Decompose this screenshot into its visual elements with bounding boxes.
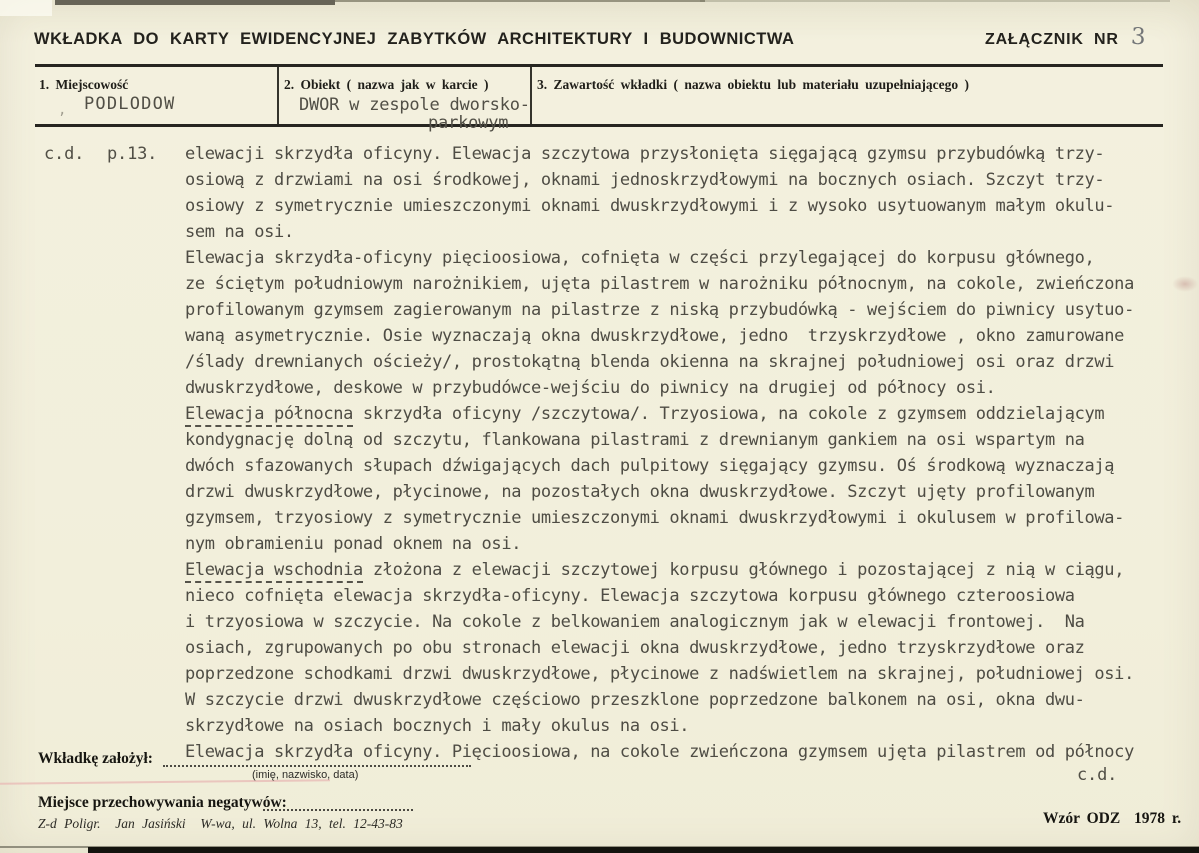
continuation-marker: c.d. [44, 144, 85, 164]
typewritten-line [185, 482, 1185, 508]
typewritten-line [185, 248, 1185, 274]
table-top-rule [35, 64, 1163, 67]
typewritten-line [185, 144, 1185, 170]
typewritten-line [185, 508, 1185, 534]
typewritten-line [185, 404, 1185, 430]
column-divider [530, 67, 532, 124]
typewritten-line [185, 274, 1185, 300]
line-text: złożona z elewacji szczytowej korpusu głównego i pozostającej z nią w ciągu, [362, 560, 1125, 580]
typewritten-line [185, 456, 1185, 482]
negatives-fill-line [263, 796, 413, 811]
top-edge-smudge [335, 0, 705, 2]
typewritten-line [185, 534, 1185, 560]
attachment-label: ZAŁĄCZNIK NR [985, 31, 1119, 48]
table-bottom-rule [35, 124, 1163, 127]
typewritten-line [185, 560, 1185, 586]
corner-light-spot [0, 0, 52, 16]
line-text: osiową z drzwiami na osi środkowej, oknami jednoskrzydłowymi na bocznych osiach. Szczyt trzy- [185, 170, 1105, 190]
typewritten-line [185, 664, 1185, 690]
typewritten-line [185, 638, 1185, 664]
line-text: nym obramieniu ponad oknem na osi. [185, 534, 522, 554]
line-text: nieco cofnięta elewacja skrzydła-oficyny. Elewacja szczytowa korpusu głównego czteroosiowa [185, 586, 1075, 606]
line-text: elewacji skrzydła oficyny. Elewacja szczytowa przysłonięta sięgającą gzymsu przybudówką trzy- [185, 144, 1105, 164]
line-text: skrzydłowe na osiach bocznych i mały okulus na osi. [185, 716, 690, 736]
typewritten-line [185, 586, 1185, 612]
line-text: Elewacja skrzydła-oficyny pięcioosiowa, cofnięta w części przylegającej do korpusu głównego, [185, 248, 1095, 268]
line-text: osiowy z symetrycznie umieszczonymi oknami dwuskrzydłowymi i z wysoko usytuowanym małym okulu- [185, 196, 1115, 216]
typewritten-body [185, 144, 1185, 768]
field-label-object: 2. Obiekt ( nazwa jak w karcie ) [284, 77, 489, 92]
field-value-locality: PODLODOW [84, 94, 176, 114]
line-text: dwuskrzydłowe, deskowe w przybudówce-wejściu do piwnicy na drugiej od północy osi. [185, 378, 996, 398]
typewritten-line [185, 690, 1185, 716]
typewritten-line [185, 326, 1185, 352]
typewritten-line [185, 196, 1185, 222]
line-text: waną asymetrycznie. Osie wyznaczają okna dwuskrzydłowe, jedno trzyskrzydłowe , okno zamurowane [185, 326, 1125, 346]
line-text: drzwi dwuskrzydłowe, płycinowe, na pozostałych okna dwuskrzydłowe. Szczyt ujęty profilowanym [185, 482, 1095, 502]
column-divider [277, 67, 279, 124]
typewritten-line [185, 222, 1185, 248]
underlined-phrase: Elewacja północna [185, 404, 353, 427]
page-title: WKŁADKA DO KARTY EWIDENCYJNEJ ZABYTKÓW ARCHITEKTURY I BUDOWNICTWA [34, 30, 795, 48]
typewritten-line [185, 300, 1185, 326]
line-text: ze ściętym południowym narożnikiem, ujęta pilastrem w narożniku północnym, na cokole, zwieńczona [185, 274, 1134, 294]
typewritten-line [185, 352, 1185, 378]
line-text: kondygnację dolną od szczytu, flankowana pilastrami z drewnianym gankiem na osi wspartym na [185, 430, 1085, 450]
line-text: /ślady drewnianych ościeży/, prostokątną blenda okienna na skrajnej południowej osi oraz drzwi [185, 352, 1115, 372]
line-text: skrzydła oficyny /szczytowa/. Trzyosiowa, na cokole z gzymsem oddzielającym [353, 404, 1105, 424]
typewritten-line [185, 716, 1185, 742]
line-text: dwóch sfazowanych słupach dźwigających dach pulpitowy sięgający gzymsu. Oś środkową wyznaczają [185, 456, 1115, 476]
line-text: osiach, zgrupowanych po obu stronach elewacji okna dwuskrzydłowe, jedno trzyskrzydłowe oraz [185, 638, 1085, 658]
typewritten-line [185, 430, 1185, 456]
founder-field-hint: (imię, nazwisko, data) [252, 769, 359, 781]
top-edge-smudge [700, 0, 1170, 2]
underlined-phrase: Elewacja wschodnia [185, 560, 363, 583]
form-model-note: Wzór ODZ 1978 r. [1043, 810, 1182, 827]
line-text: Elewacja skrzydła oficyny. Pięcioosiowa, na cokole zwieńczona gzymsem ujęta pilastrem od północy [185, 742, 1134, 762]
continued-marker: c.d. [1077, 765, 1118, 785]
top-edge-smudge [55, 0, 335, 5]
founder-field-label: Wkładkę założył: [38, 750, 153, 767]
line-text: poprzedzone schodkami drzwi dwuskrzydłowe, płycinowe z nadświetlem na skrajnej, południowej osi. [185, 664, 1134, 684]
field-label-contents: 3. Zawartość wkładki ( nazwa obiektu lub materiału uzupełniającego ) [537, 77, 970, 92]
line-text: sem na osi. [185, 222, 294, 242]
typewritten-line [185, 170, 1185, 196]
bottom-edge-bar [88, 847, 1199, 853]
field-value-object-line2: parkowym [428, 113, 509, 133]
field-value-object-line1: DWOR w zespole dworsko- [299, 95, 530, 115]
negatives-field-label: Miejsce przechowywania negatywów: [38, 794, 287, 811]
line-text: gzymsem, trzyosiowy z symetrycznie umieszczonymi oknami dwuskrzydłowymi i okulusem w profilowa- [185, 508, 1125, 528]
printer-imprint: Z-d Poligr. Jan Jasiński W-wa, ul. Wolna 13, tel. 12-43-83 [38, 816, 403, 831]
line-text: W szczycie drzwi dwuskrzydłowe częściowo przeszklone poprzedzone balkonem na osi, okna dwu- [185, 690, 1085, 710]
line-text: profilowanym gzymsem zagierowanym na pilastrze z niską przybudówką - wejściem do piwnicy usytuo- [185, 300, 1134, 320]
founder-signature-line [163, 752, 471, 767]
field-label-locality: 1. Miejscowość [39, 77, 129, 92]
line-text: i trzyosiowa w szczycie. Na cokole z belkowaniem analogicznym jak w elewacji frontowej. Na [185, 612, 1085, 632]
page-reference: p.13. [107, 144, 158, 164]
attachment-number-handwritten: 3 [1130, 23, 1147, 51]
typewritten-line [185, 612, 1185, 638]
typewritten-line [185, 378, 1185, 404]
stray-type-mark: , [58, 102, 67, 118]
